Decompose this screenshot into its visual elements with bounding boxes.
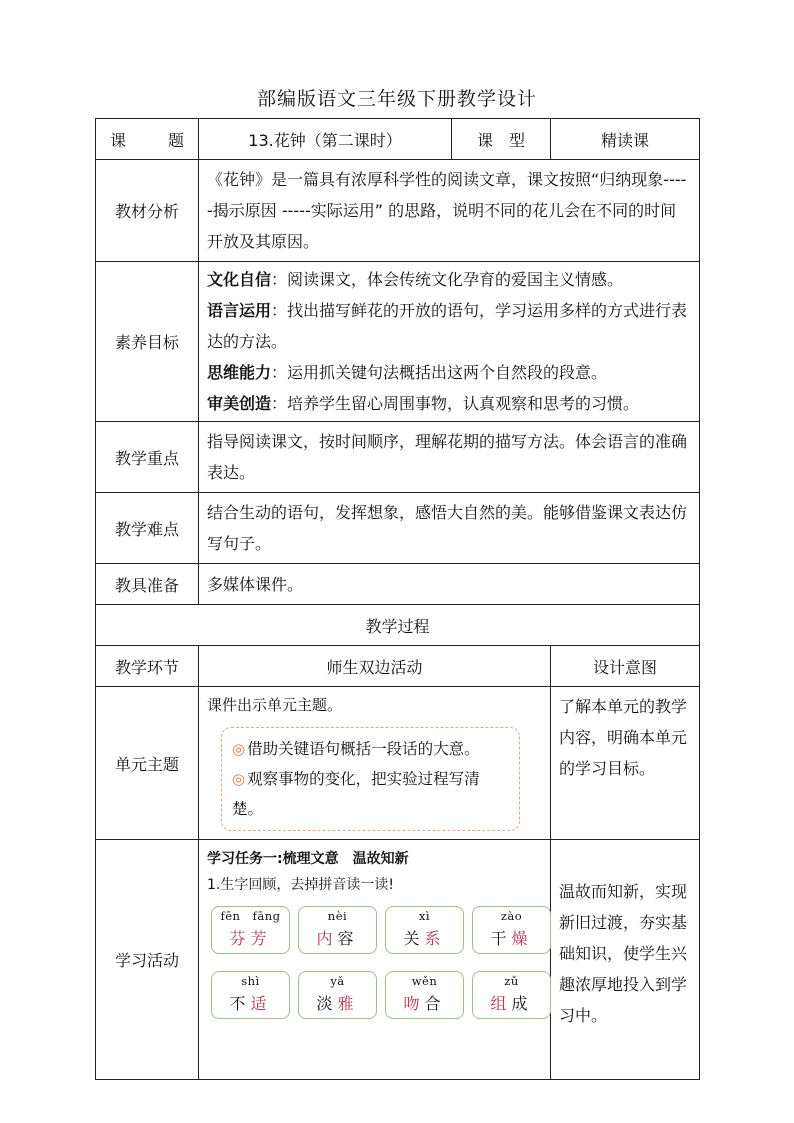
pinyin: wěn (411, 974, 438, 988)
goal-item (207, 357, 691, 388)
tools-label: 教具准备 (96, 564, 199, 605)
unit-theme-item: ◎ 借助关键语句概括一段话的大意。 (232, 740, 480, 758)
hanzi-plain: 淡 (316, 994, 338, 1013)
word-card (385, 906, 464, 954)
topic-label: 课题 (96, 119, 199, 160)
goal-item (207, 295, 691, 357)
activity-label: 学习活动 (96, 840, 199, 1080)
row-topic (96, 119, 700, 160)
hanzi (299, 991, 376, 1014)
row-tools (96, 564, 700, 605)
row-goals (96, 262, 700, 422)
hanzi-new: 吻 (403, 994, 425, 1013)
header-activity: 师生双边活动 (199, 646, 551, 687)
word-card-grid (211, 906, 542, 1019)
hanzi-new: 芬芳 (229, 929, 272, 948)
row-activity (96, 840, 700, 1080)
pinyin: nèi (327, 909, 348, 923)
goal-heading: 语言运用 (207, 301, 272, 320)
pinyin: zào (500, 909, 523, 923)
goal-heading: 文化自信 (207, 270, 272, 289)
document-title: 部编版语文三年级下册教学设计 (256, 88, 537, 110)
difficulty-text: 结合生动的语句，发挥想象，感悟大自然的美。能够借鉴课文表达仿写句子。 (199, 493, 700, 564)
key-label: 教学重点 (96, 422, 199, 493)
key-text: 指导阅读课文，按时间顺序，理解花期的描写方法。体会语言的准确表达。 (199, 422, 700, 493)
analysis-text: 《花钟》是一篇具有浓厚科学性的阅读文章，课文按照“归纳现象-----揭示原因 -----实际运用” 的思路，说明不同的花儿会在不同的时间开放及其原因。 (199, 160, 700, 262)
hanzi (386, 991, 463, 1014)
pinyin: zǔ (504, 974, 519, 988)
hanzi (212, 991, 289, 1014)
unit-intro: 课件出示单元主题。 (207, 696, 343, 714)
hanzi (212, 926, 289, 949)
hanzi-plain: 容 (337, 929, 359, 948)
goals-list (199, 262, 700, 422)
hanzi (473, 991, 550, 1014)
header-stage: 教学环节 (96, 646, 199, 687)
unit-theme-box (221, 727, 520, 831)
topic-value: 13.花钟（第二课时） (199, 119, 452, 160)
goal-text: ：找出描写鲜花的开放的语句，学习运用多样的方式进行表达的方法。 (207, 301, 688, 351)
word-card (385, 971, 464, 1019)
goal-item (207, 264, 691, 295)
row-unit (96, 687, 700, 840)
difficulty-label: 教学难点 (96, 493, 199, 564)
tools-text: 多媒体课件。 (199, 564, 700, 605)
pinyin: shì (241, 974, 260, 988)
hanzi-plain: 合 (424, 994, 446, 1013)
row-headers (96, 646, 700, 687)
row-key (96, 422, 700, 493)
unit-label: 单元主题 (96, 687, 199, 840)
row-analysis (96, 160, 700, 262)
hanzi-plain: 干 (490, 929, 512, 948)
header-intent: 设计意图 (551, 646, 700, 687)
goal-text: ：运用抓关键句法概括出这两个自然段的段意。 (271, 363, 608, 382)
pinyin: fēn fāng (220, 909, 281, 923)
hanzi-plain: 成 (511, 994, 533, 1013)
circle-bullet-icon: ◎ (232, 740, 246, 758)
hanzi-plain: 不 (229, 994, 251, 1013)
word-card (472, 971, 551, 1019)
pinyin: yǎ (330, 974, 345, 988)
word-card (298, 971, 377, 1019)
word-card (211, 906, 290, 954)
task-step: 1.生字回顾，去掉拼音读一读! (207, 877, 394, 893)
hanzi-new: 组 (490, 994, 512, 1013)
hanzi (473, 926, 550, 949)
hanzi-plain: 关 (403, 929, 425, 948)
word-card (472, 906, 551, 954)
goal-heading: 思维能力 (207, 363, 272, 382)
row-process (96, 605, 700, 646)
goal-text: ：阅读课文，体会传统文化孕育的爱国主义情感。 (271, 270, 624, 289)
word-card (298, 906, 377, 954)
unit-intent: 了解本单元的教学内容，明确本单元的学习目标。 (551, 687, 700, 840)
hanzi-new: 适 (250, 994, 272, 1013)
goals-label: 素养目标 (96, 262, 199, 422)
lesson-plan-table (95, 118, 700, 1080)
goal-item (207, 388, 691, 419)
hanzi (386, 926, 463, 949)
lesson-type-label: 课 型 (452, 119, 551, 160)
activity-intent: 温故而知新，实现新旧过渡，夯实基础知识，使学生兴趣浓厚地投入到学习中。 (551, 840, 700, 1080)
row-difficulty (96, 493, 700, 564)
word-card (211, 971, 290, 1019)
unit-theme-item: ◎ 观察事物的变化，把实验过程写清楚。 (232, 770, 480, 818)
hanzi-new: 雅 (337, 994, 359, 1013)
process-heading: 教学过程 (96, 605, 700, 646)
analysis-label: 教材分析 (96, 160, 199, 262)
circle-bullet-icon: ◎ (232, 770, 246, 788)
goal-heading: 审美创造 (207, 394, 272, 413)
activity-content (199, 840, 551, 1080)
hanzi (299, 926, 376, 949)
pinyin: xì (418, 909, 431, 923)
hanzi-new: 燥 (511, 929, 533, 948)
task-title: 学习任务一:梳理文意 温故知新 (207, 851, 409, 867)
hanzi-new: 内 (316, 929, 338, 948)
lesson-type-value: 精读课 (551, 119, 700, 160)
hanzi-new: 系 (424, 929, 446, 948)
goal-text: ：培养学生留心周围事物，认真观察和思考的习惯。 (271, 394, 640, 413)
unit-content (199, 687, 551, 840)
